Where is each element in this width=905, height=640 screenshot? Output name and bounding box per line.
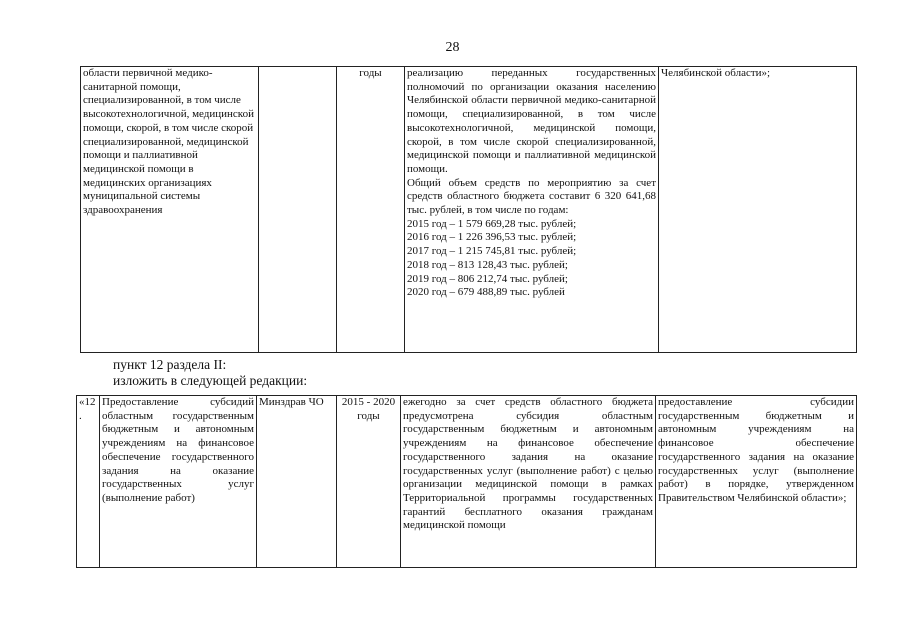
year-amount: 2015 год – 1 579 669,28 тыс. рублей; bbox=[407, 217, 577, 230]
table-row bbox=[77, 396, 857, 568]
measure-name-cell bbox=[100, 396, 257, 568]
year-amount: 2018 год – 813 128,43 тыс. рублей; bbox=[407, 258, 568, 271]
row-number-text: «12. bbox=[79, 396, 96, 422]
year-amount: 2017 год – 1 215 745,81 тыс. рублей; bbox=[407, 245, 577, 258]
measure-name-cell bbox=[81, 67, 259, 353]
period-cell bbox=[337, 396, 401, 568]
page-number: 28 bbox=[445, 40, 460, 55]
measure-name-text: Предоставление субсидий областным государственным бюджетным и автономным учреждениям на финансовое обеспечение государственного задания на оказание государственных услуг (выполнение работ) bbox=[102, 396, 254, 504]
year-amount: 2016 год – 1 226 396,53 тыс. рублей; bbox=[407, 231, 577, 244]
row-number-cell bbox=[77, 396, 100, 568]
period-text: 2015 - 2020 годы bbox=[341, 396, 396, 422]
executor-text: Минздрав ЧО bbox=[259, 396, 324, 408]
measure-name-text: области первичной медико-санитарной помощи, специализированной, в том числе высокотехнологичной, медицинской помощи, скорой, в том числе скорой специализированной, медицинской помощи и паллиативной медицинской помощи в медицинских организациях муниципальной системы здравоохранения bbox=[83, 67, 254, 217]
section-ref-line: пункт 12 раздела II: bbox=[113, 357, 227, 372]
executor-cell bbox=[259, 67, 337, 353]
year-amount: 2020 год – 679 488,89 тыс. рублей bbox=[407, 286, 565, 299]
section-reference bbox=[113, 357, 307, 389]
result-text: предоставление субсидии государственным бюджетным и автономным учреждениям на финансовое обеспечение государственного задания на оказание государственных услуг (выполнение работ) в порядке, утвержденном Правительством Челябинской области»; bbox=[658, 396, 854, 504]
description-intro: реализацию переданных государственных полномочий по организации оказания населению Челябинской области первичной медико-санитарной помощи, специализированной, в том числе высокотехнологичной, медицинской помощи, скорой, в том числе скорой специализированной, медицинской помощи и паллиативной медицинской помощи. bbox=[407, 67, 656, 175]
program-table-new bbox=[76, 395, 857, 568]
result-cell bbox=[659, 67, 857, 353]
year-amount: 2019 год – 806 212,74 тыс. рублей; bbox=[407, 272, 568, 285]
result-cell bbox=[656, 396, 857, 568]
period-text: годы bbox=[359, 67, 382, 79]
table-row bbox=[81, 67, 857, 353]
executor-cell bbox=[257, 396, 337, 568]
description-cell bbox=[401, 396, 656, 568]
section-ref-line: изложить в следующей редакции: bbox=[113, 373, 308, 388]
description-cell bbox=[405, 67, 659, 353]
description-total: Общий объем средств по мероприятию за счет средств областного бюджета составит 6 320 641,68 тыс. рублей, в том числе по годам: bbox=[407, 176, 656, 217]
description-text: ежегодно за счет средств областного бюджета предусмотрена субсидия областным государственным бюджетным и автономным учреждениям на финансовое обеспечение государственного задания на оказание государственных услуг (выполнение работ) с целью организации медицинской помощи в рамках Территориальной программы государственных гарантий бесплатного оказания гражданам медицинской помощи bbox=[403, 396, 653, 532]
program-table-continuation bbox=[80, 66, 857, 353]
period-cell bbox=[337, 67, 405, 353]
result-text: Челябинской области»; bbox=[661, 67, 771, 79]
